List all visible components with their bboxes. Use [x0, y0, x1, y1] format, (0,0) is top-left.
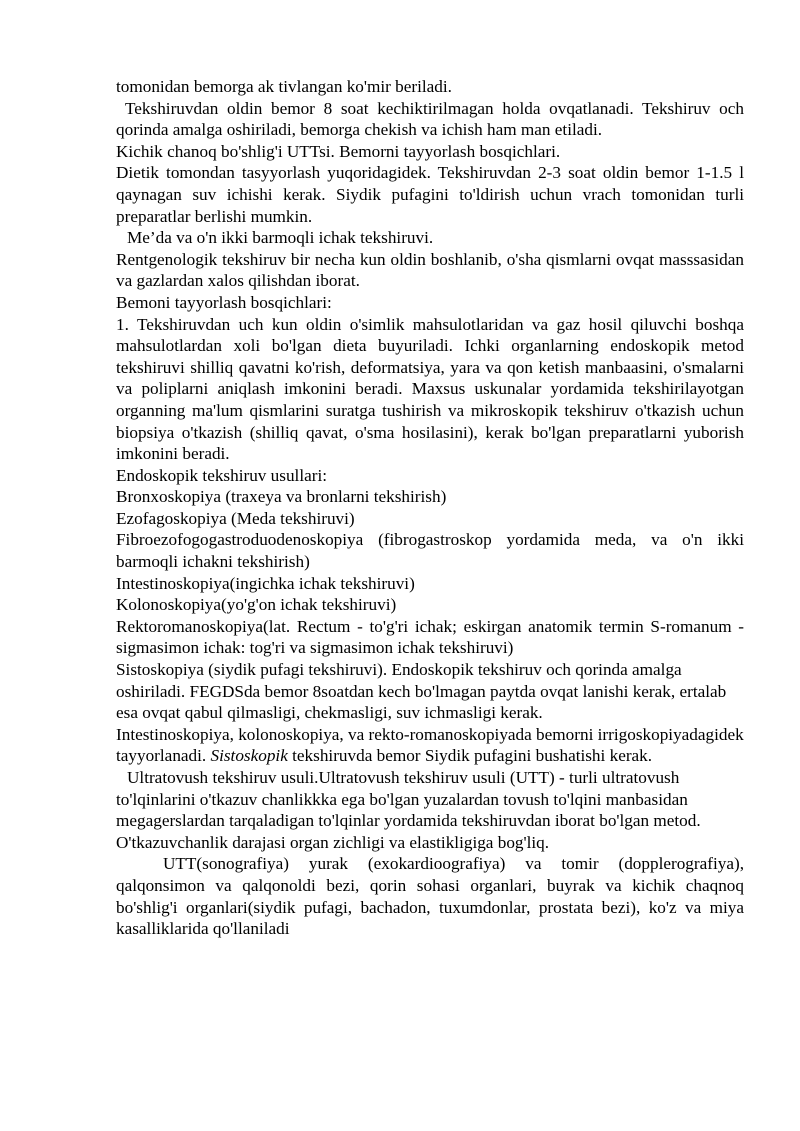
paragraph-endoscopic-diet: 1. Tekshiruvdan uch kun oldin o'simlik mahsulotlaridan va gaz hosil qiluvchi boshqa mahsulotlardan xoli bo'lgan dieta buyuriladi. Ichki organlarning endoskopik metod tekshiruvi shilliq qavatni ko'rish, deformatsiya, yara va qon ketish manbaasini, o'smalarni va poliplarni aniqlash imkonini beradi. Maxsus uskunalar yordamida tekshirilayotgan organning ma'lum qismlarini suratga tushirish va mikroskopik tekshiruv o'tkazish uchun biopsiya o'tkazish (shilliq qavat, o'sma hosilasini), kerak bo'lgan preparatlarni yuborish imkonini beradi.: [116, 314, 744, 464]
document-page: [116, 76, 744, 940]
list-item-esophagoscopy: Ezofagoskopiya (Meda tekshiruvi): [116, 508, 355, 528]
list-item-colonoscopy: Kolonoskopiya(yo'g'on ichak tekshiruvi): [116, 595, 397, 615]
heading-patient-preparation: Bemoni tayyorlash bosqichlari:: [116, 292, 332, 312]
list-item-fibrogastroduodenoscopy: Fibroezofogogastroduodenoskopiya (fibrogastroskop yordamida meda, va o'n ikki barmoqli ichakni tekshirish): [116, 530, 744, 572]
list-item-intestinoscopy: Intestinoskopiya(ingichka ichak tekshiruvi): [116, 573, 415, 593]
heading-pelvic-ultrasound: Kichik chanoq bo'shlig'i UTTsi. Bemorni tayyorlash bosqichlari.: [116, 141, 561, 161]
paragraph-ultrasound-applications: UTT(sonografiya) yurak (exokardioografiya) va tomir (dopplerografiya), qalqonsimon va qalqonoldi bezi, qorin sohasi organlari, buyrak va kichik chaqnoq bo'shlig'i organlari(siydik pufagi, bachadon, tuxumdonlar, prostata bezi), ko'z va miya kasalliklarida qo'llaniladi: [116, 854, 744, 939]
list-item-rectoromanoscopy: Rektoromanoskopiya(lat. Rectum - to'g'ri ichak; eskirgan anatomik termin S-romanum - sigmasimon ichak: tog'ri va sigmasimon ichak tekshiruvi): [116, 616, 744, 658]
paragraph-irrigoscopy-preparation: [116, 724, 744, 767]
paragraph-pre-exam-fasting: Tekshiruvdan oldin bemor 8 soat kechiktirilmagan holda ovqatlanadi. Tekshiruv och qorinda amalga oshiriladi, bemorga chekish va ichish ham man etiladi.: [116, 98, 744, 140]
cystoscopic-term: Sistoskopik: [210, 746, 288, 766]
paragraph-radiological-exam: Rentgenologik tekshiruv bir necha kun oldin boshlanib, o'sha qismlarni ovqat masssasidan va gazlardan xalos qilishdan iborat.: [116, 249, 744, 291]
heading-stomach-duodenum: Me’da va o'n ikki barmoqli ichak tekshiruvi.: [127, 228, 434, 248]
paragraph-activated-charcoal: tomonidan bemorga ak tivlangan ko'mir beriladi.: [116, 77, 452, 96]
paragraph-ultrasound-method: Ultratovush tekshiruv usuli.Ultratovush tekshiruv usuli (UTT) - turli ultratovush to'lqinlarini o'tkazuv chanlikkka ega bo'lgan yuzalardan tovush to'lqini manbasidan megagerslardan tarqaladigan to'lqinlar yordamida tekshiruvdan iborat bo'lgan metod. O'tkazuvchanlik darajasi organ zichligi va elastikligiga bog'liq.: [116, 768, 701, 852]
heading-endoscopic-methods: Endoskopik tekshiruv usullari:: [116, 465, 328, 485]
list-item-bronchoscopy: Bronxoskopiya (traxeya va bronlarni tekshirish): [116, 487, 447, 507]
irrigoscopy-text: Intestinoskopiya, kolonoskopiya, va rekto-romanoskopiyada bemorni irrigoskopiyadagidek tayyorlanadi.: [116, 724, 744, 766]
paragraph-cystoscopy: Sistoskopiya (siydik pufagi tekshiruvi). Endoskopik tekshiruv och qorinda amalga oshiriladi. FEGDSda bemor 8soatdan kech bo'lmagan paytda ovqat lanishi kerak, ertalab esa ovqat qabul qilmasligi, chekmasligi, suv ichmasligi kerak.: [116, 660, 727, 723]
bladder-emptying-text: tekshiruvda bemor Siydik pufagini bushatishi kerak.: [292, 746, 653, 766]
paragraph-dietary-preparation: Dietik tomondan tasyyorlash yuqoridagidek. Tekshiruvdan 2-3 soat oldin bemor 1-1.5 l qaynagan suv ichishi kerak. Siydik pufagini to'ldirish uchun vrach tomonidan turli preparatlar berlishi mumkin.: [116, 163, 744, 226]
